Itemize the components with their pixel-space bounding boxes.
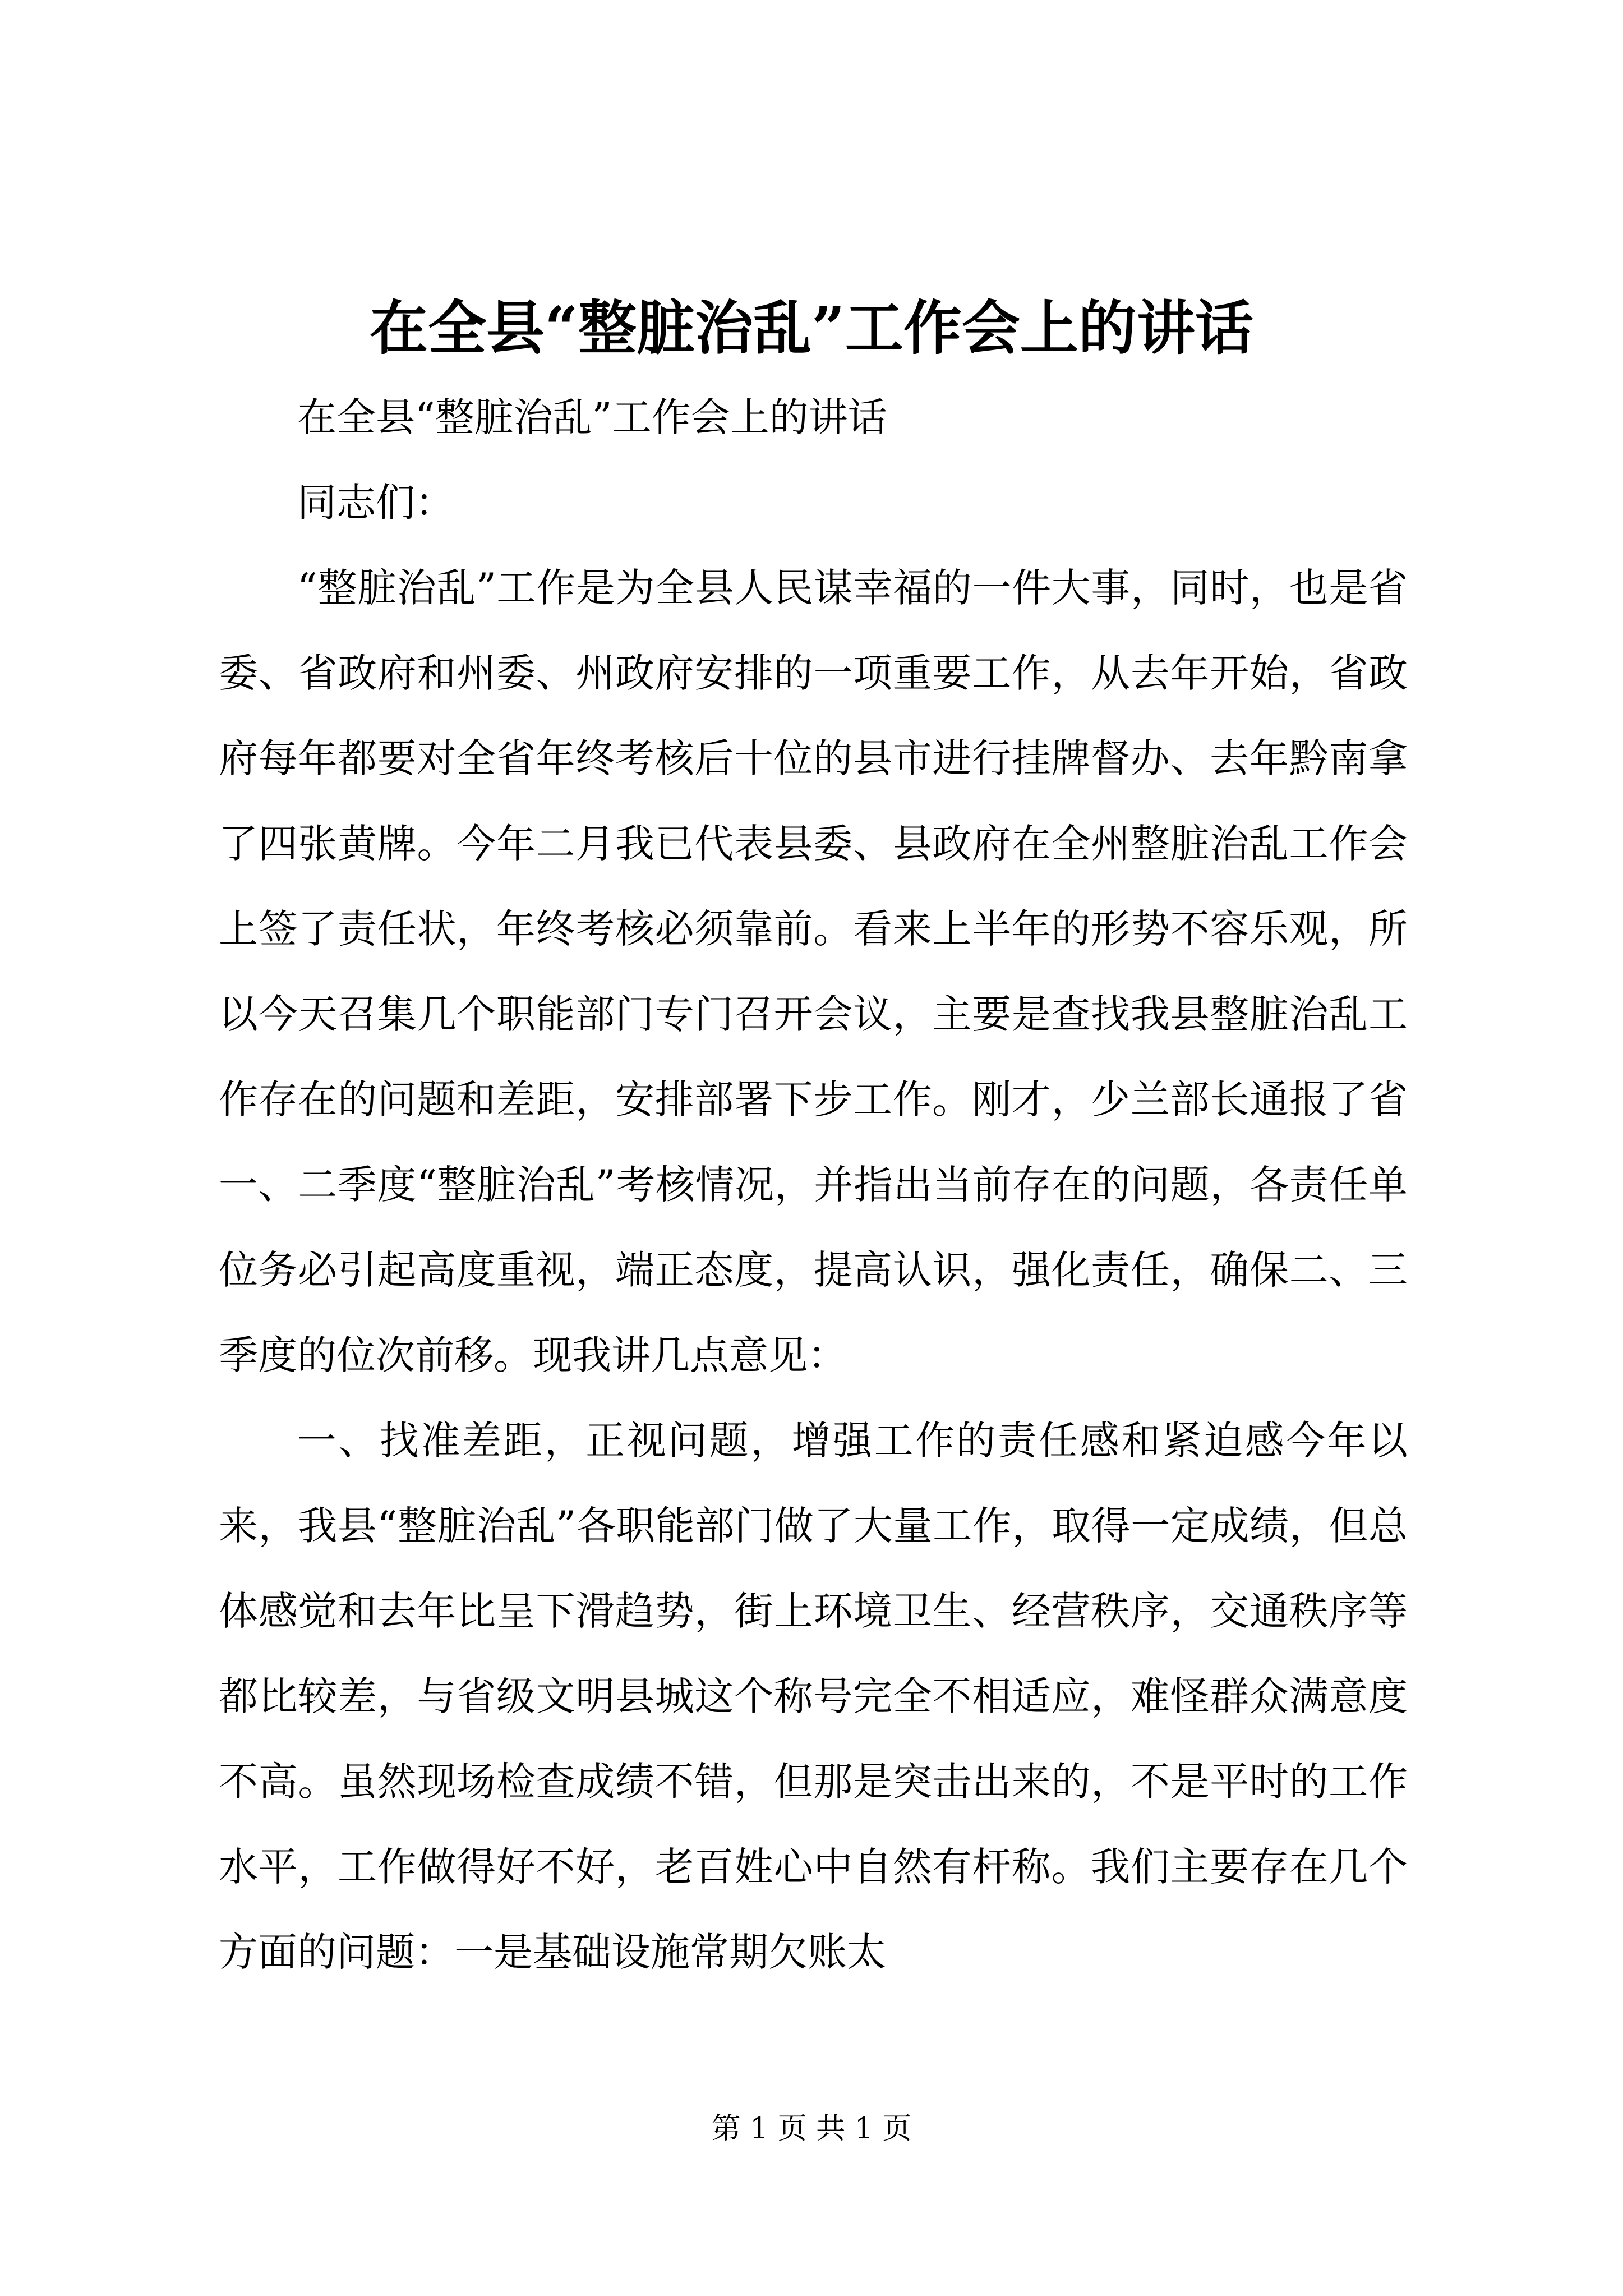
body-paragraph-section-one: 一、找准差距，正视问题，增强工作的责任感和紧迫感今年以来，我县“整脏治乱”各职能部门做了大量工作，取得一定成绩，但总体感觉和去年比呈下滑趋势，街上环境卫生、经营秩序，交通秩序等都比较差，与省级文明县城这个称号完全不相适应，难怪群众满意度不高。虽然现场检查成绩不错，但那是突击出来的，不是平时的工作水平，工作做得好不好，老百姓心中自然有杆称。我们主要存在几个方面的问题：一是基础设施常期欠账太 xyxy=(219,1418,1408,1975)
body-paragraph-subtitle: 在全县“整脏治乱”工作会上的讲话 xyxy=(297,394,887,440)
body-paragraph-intro: “整脏治乱”工作是为全县人民谋幸福的一件大事，同时，也是省委、省政府和州委、州政府安排的一项重要工作，从去年开始，省政府每年都要对全省年终考核后十位的县市进行挂牌督办、去年黔南拿了四张黄牌。今年二月我已代表县委、县政府在全州整脏治乱工作会上签了责任状，年终考核必须靠前。看来上半年的形势不容乐观，所以今天召集几个职能部门专门召开会议，主要是查找我县整脏治乱工作存在的问题和差距，安排部署下步工作。刚才，少兰部长通报了省一、二季度“整脏治乱”考核情况，并指出当前存在的问题，各责任单位务必引起高度重视，端正态度，提高认识，强化责任，确保二、三季度的位次前移。现我讲几点意见： xyxy=(219,565,1408,1378)
page-number-footer: 第 1 页 共 1 页 xyxy=(711,2112,912,2146)
body-paragraph-salutation: 同志们： xyxy=(297,480,454,526)
document-body xyxy=(219,375,1408,1995)
document-title: 在全县“整脏治乱”工作会上的讲话 xyxy=(370,293,1253,362)
